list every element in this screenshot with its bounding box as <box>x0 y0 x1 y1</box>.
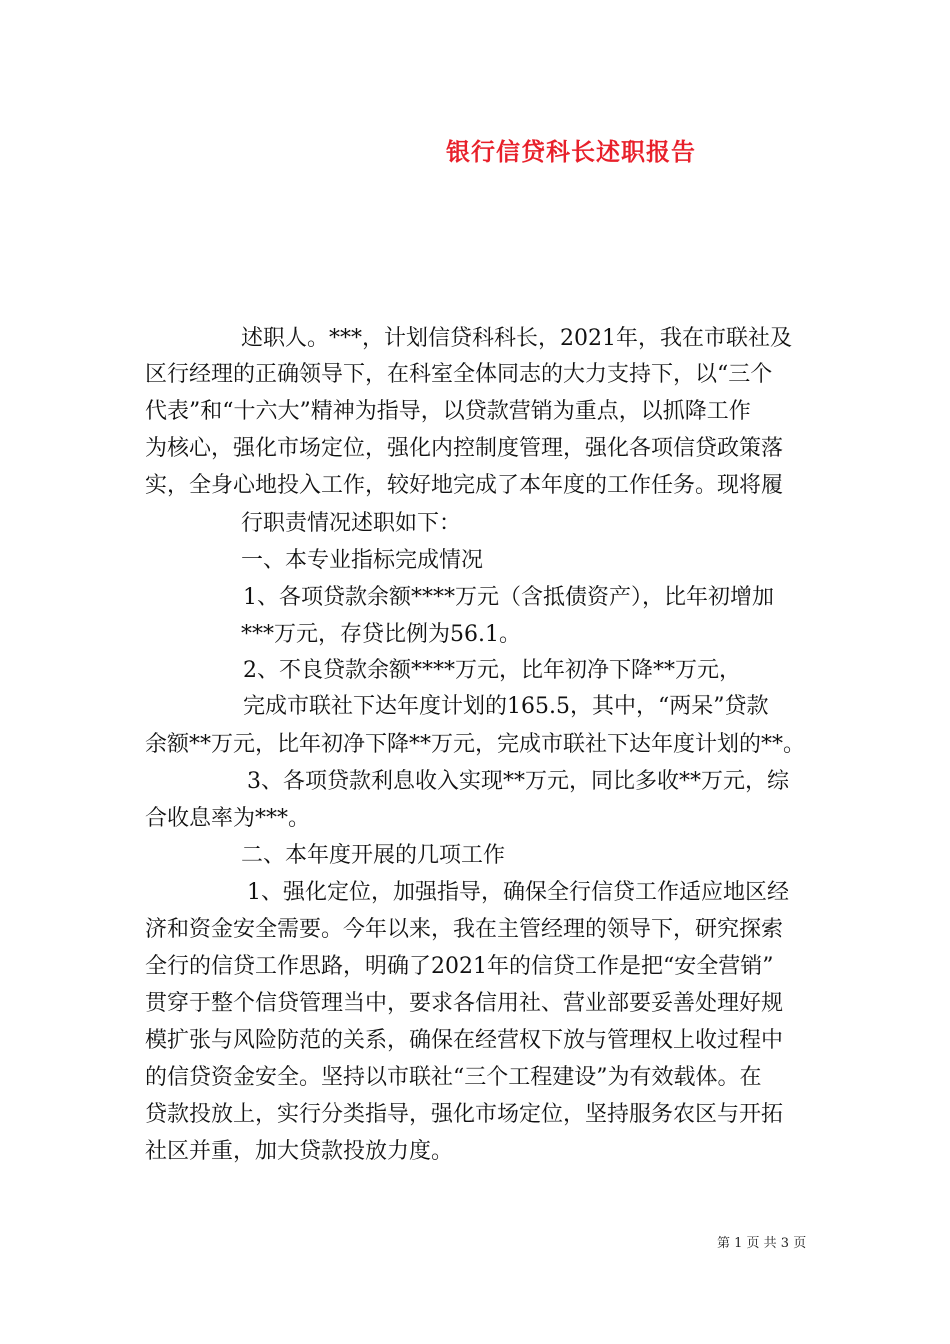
paragraph-line: 完成市联社下达年度计划的165.5，其中，“两呆”贷款 <box>243 694 769 719</box>
document-title: 银行信贷科长述职报告 <box>446 137 696 166</box>
paragraph-line: 济和资金安全需要。今年以来，我在主管经理的领导下，研究探索 <box>145 917 784 942</box>
section-heading: 一、本专业指标完成情况 <box>241 548 484 573</box>
paragraph-line: 模扩张与风险防范的关系，确保在经营权下放与管理权上收过程中 <box>145 1028 784 1053</box>
paragraph-line: 1、各项贷款余额****万元（含抵债资产），比年初增加 <box>243 585 774 610</box>
paragraph-line: 贯穿于整个信贷管理当中，要求各信用社、营业部要妥善处理好规 <box>145 991 784 1016</box>
paragraph-line: 代表”和“十六大”精神为指导，以贷款营销为重点，以抓降工作 <box>145 399 751 424</box>
paragraph-line: 区行经理的正确领导下，在科室全体同志的大力支持下，以“三个 <box>145 362 773 387</box>
section-heading: 二、本年度开展的几项工作 <box>241 843 506 868</box>
paragraph-line: 述职人。***，计划信贷科科长，2021年，我在市联社及 <box>241 326 792 351</box>
paragraph-line: 行职责情况述职如下： <box>241 511 462 536</box>
paragraph-line: 2、不良贷款余额****万元，比年初净下降**万元， <box>243 658 741 683</box>
page-number-footer: 第 1 页 共 3 页 <box>717 1236 807 1251</box>
paragraph-line: 全行的信贷工作思路，明确了2021年的信贷工作是把“安全营销” <box>145 954 774 979</box>
paragraph-line: 3、各项贷款利息收入实现**万元，同比多收**万元，综 <box>247 769 789 794</box>
paragraph-line: ***万元，存贷比例为56.1。 <box>241 622 521 647</box>
paragraph-line: 合收息率为***。 <box>145 806 311 831</box>
paragraph-line: 的信贷资金安全。坚持以市联社“三个工程建设”为有效载体。在 <box>145 1065 762 1090</box>
paragraph-line: 实，全身心地投入工作，较好地完成了本年度的工作任务。现将履 <box>145 473 784 498</box>
paragraph-line: 社区并重，加大贷款投放力度。 <box>145 1139 454 1164</box>
paragraph-line: 1、强化定位，加强指导，确保全行信贷工作适应地区经 <box>247 880 789 905</box>
paragraph-line: 贷款投放上，实行分类指导，强化市场定位，坚持服务农区与开拓 <box>145 1102 784 1127</box>
paragraph-line: 余额**万元，比年初净下降**万元，完成市联社下达年度计划的**。 <box>145 732 806 757</box>
paragraph-line: 为核心，强化市场定位，强化内控制度管理，强化各项信贷政策落 <box>145 436 784 461</box>
